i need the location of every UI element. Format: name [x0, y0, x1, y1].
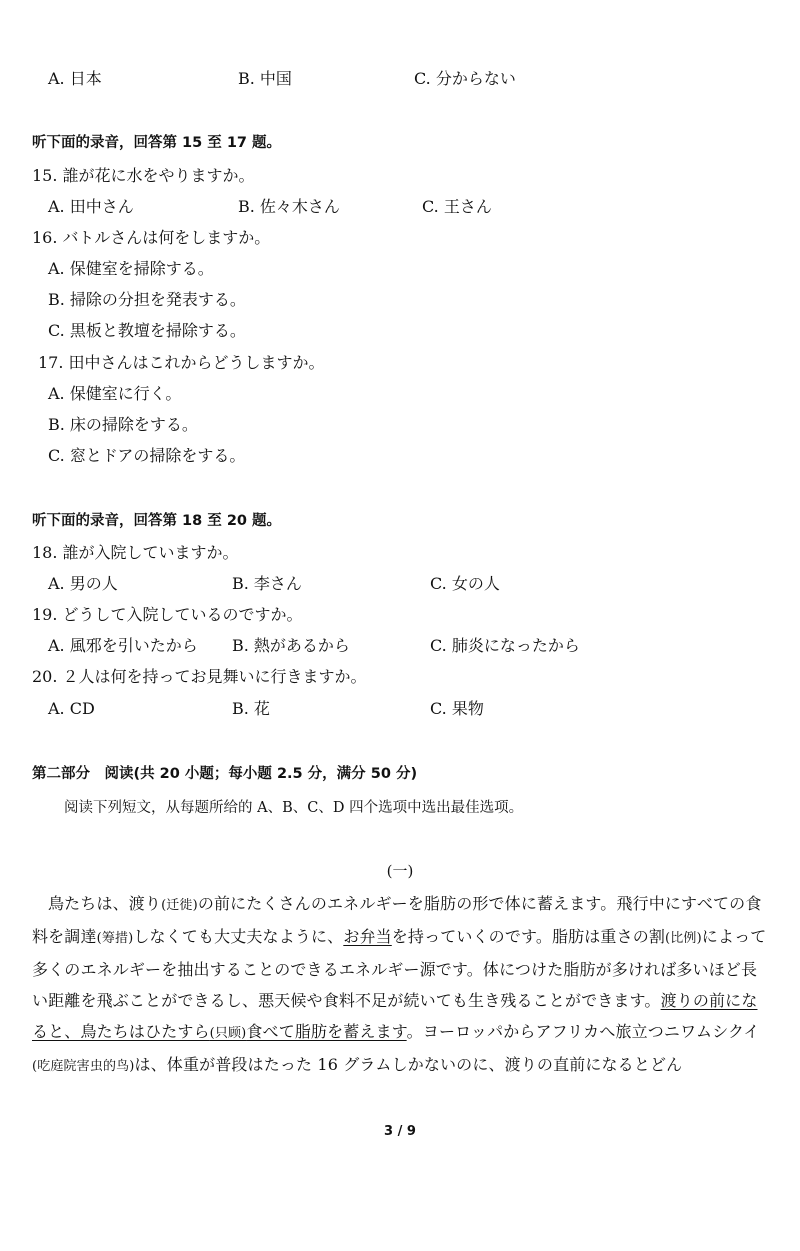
q19-stem: 19. どうして入院しているのですか。 — [32, 605, 303, 624]
passage-number: (一) — [386, 862, 414, 880]
q15-option-b: B. 佐々木さん — [238, 197, 340, 216]
part2-instruction: 阅读下列短文，从每题所给的 A、B、C、D 四个选项中选出最佳选项。 — [64, 800, 524, 816]
passage-underline-a: 渡りの前になると、鳥たちはひたすら — [32, 991, 758, 1041]
q15-option-c: C. 王さん — [422, 197, 492, 216]
q16-option-a: A. 保健室を掃除する。 — [48, 259, 214, 278]
section-heading-15-17: 听下面的录音，回答第 15 至 17 题。 — [32, 135, 282, 151]
q18-option-b: B. 李さん — [232, 574, 302, 593]
passage-note-4: (吃庭院害虫的鸟) — [32, 1059, 135, 1074]
q17-option-c: C. 窓とドアの掃除をする。 — [48, 446, 246, 465]
q14-option-b: B. 中国 — [238, 69, 292, 88]
q16-option-b: B. 掃除の分担を発表する。 — [48, 290, 246, 309]
q20-stem: 20. ２人は何を持ってお見舞いに行きますか。 — [32, 667, 367, 686]
q18-stem: 18. 誰が入院していますか。 — [32, 543, 239, 562]
passage-text-6: 。ヨーロッパからアフリカへ旅立つニワムシクイ — [406, 1022, 760, 1041]
passage-text-1: 鳥たちは、渡り — [48, 894, 162, 913]
passage-note-3: (比例) — [665, 931, 702, 946]
passage-text-4: を持っていくのです。脂肪は重さの割 — [391, 927, 666, 946]
page-number: 3 / 9 — [384, 1124, 416, 1139]
q18-option-c: C. 女の人 — [430, 574, 500, 593]
passage-text-5: によって多くのエネルギーを抽出することのできるエネルギー源です。体につけた脂肪が多ければ多いほど長い距離を飛ぶことができるし、悪天候や食料不足が続いても生き残ることができます。 — [32, 927, 767, 1010]
passage-text-7: は、体重が普段はたった 16 グラムしかないのに、渡りの直前になるとどん — [134, 1055, 683, 1074]
q17-stem: 17. 田中さんはこれからどうしますか。 — [38, 353, 325, 372]
q14-option-c: C. 分からない — [414, 69, 516, 88]
q19-option-b: B. 熱があるから — [232, 636, 350, 655]
passage-underline-b: 食べて脂肪を蓄えます — [246, 1022, 407, 1041]
q15-option-a: A. 田中さん — [48, 197, 134, 216]
part2-heading: 第二部分 阅读(共 20 小题；每小题 2.5 分，满分 50 分) — [32, 766, 418, 782]
section-heading-18-20: 听下面的录音，回答第 18 至 20 题。 — [32, 513, 282, 529]
q19-option-a: A. 風邪を引いたから — [48, 636, 198, 655]
q20-option-c: C. 果物 — [430, 699, 484, 718]
passage-paragraph — [32, 888, 768, 1082]
q19-option-c: C. 肺炎になったから — [430, 636, 580, 655]
passage-text-2: の前にたくさんのエネルギーを脂肪の形で体に蓄えます。飛行中にすべての食料を調達 — [32, 894, 762, 946]
passage-text-3: しなくても大丈夫なように、 — [133, 927, 344, 946]
q14-option-a: A. 日本 — [48, 69, 102, 88]
passage-note-2: (筹措) — [96, 931, 134, 946]
q16-stem: 16. バトルさんは何をしますか。 — [32, 228, 271, 247]
q17-option-a: A. 保健室に行く。 — [48, 384, 182, 403]
passage-underline-bento: お弁当 — [343, 927, 392, 946]
q20-option-a: A. CD — [48, 699, 95, 718]
q20-option-b: B. 花 — [232, 699, 270, 718]
q18-option-a: A. 男の人 — [48, 574, 118, 593]
q17-option-b: B. 床の掃除をする。 — [48, 415, 198, 434]
passage-underline-note: (只顾) — [209, 1026, 247, 1041]
q16-option-c: C. 黒板と教壇を掃除する。 — [48, 321, 246, 340]
q15-stem: 15. 誰が花に水をやりますか。 — [32, 166, 255, 185]
passage-note-1: (迁徙) — [161, 898, 198, 913]
